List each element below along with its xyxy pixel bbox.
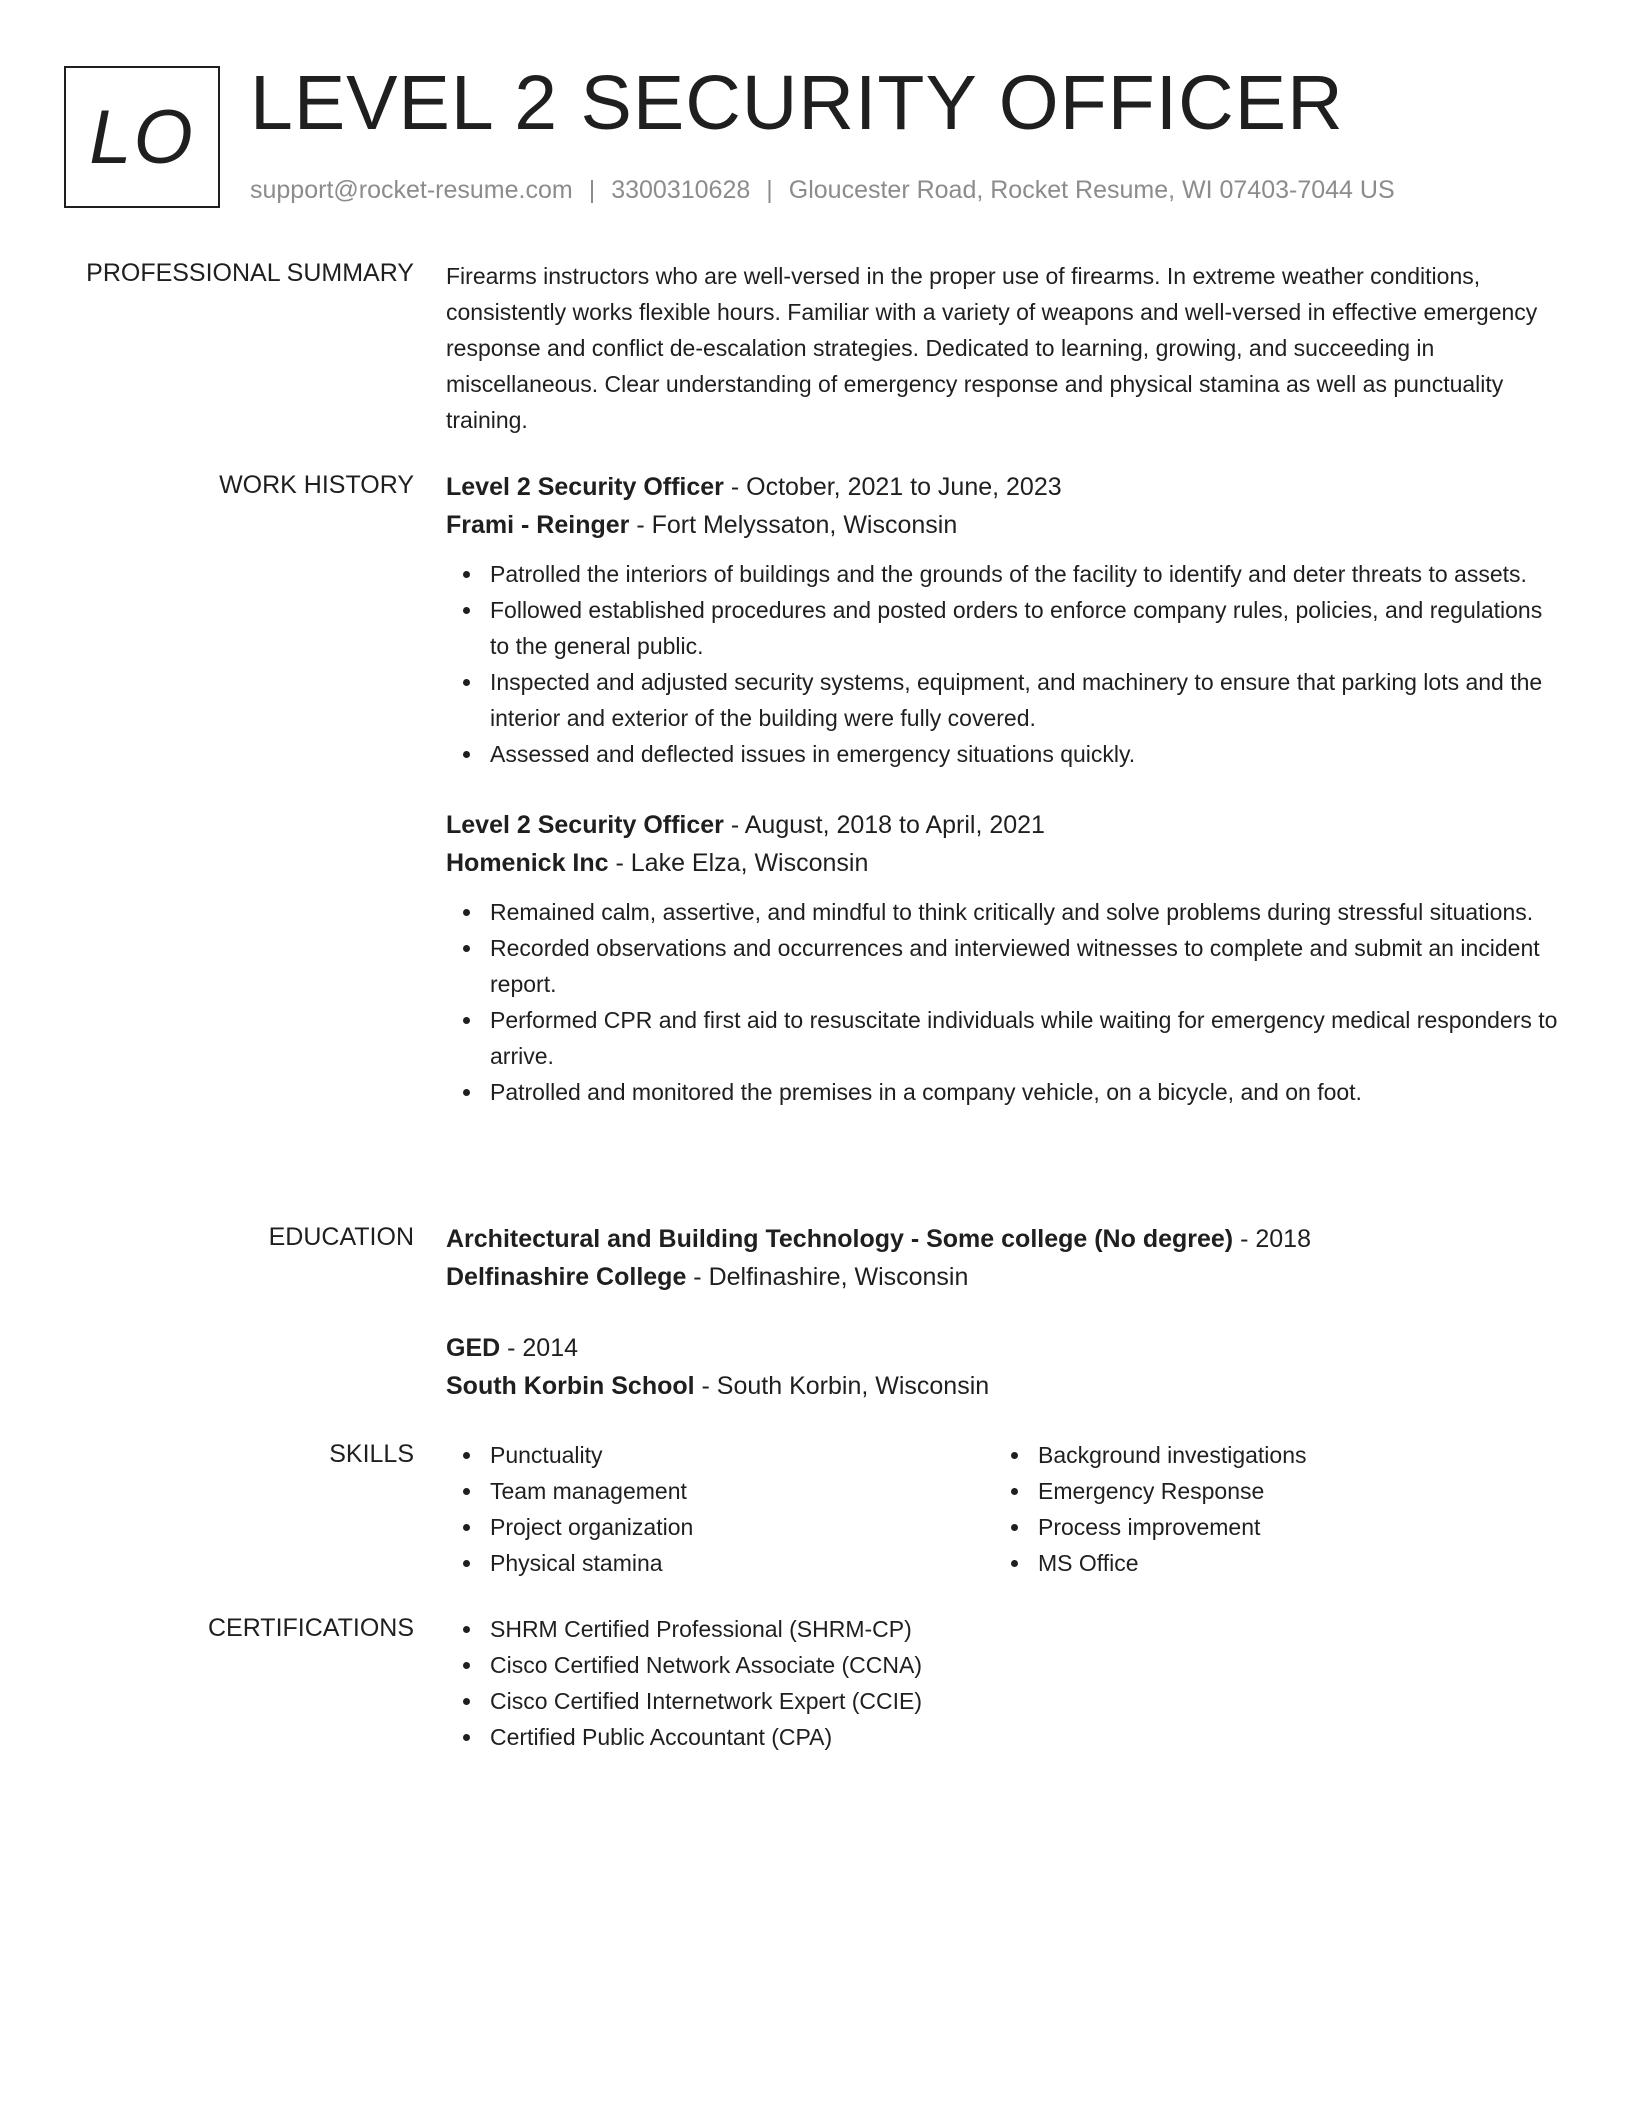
monogram-logo: [64, 66, 220, 208]
skill-item: Team management: [446, 1473, 994, 1509]
education-location: - Delfinashire, Wisconsin: [686, 1263, 969, 1291]
contact-phone[interactable]: 3300310628: [611, 176, 751, 204]
job-bullet: Assessed and deflected issues in emergency situations quickly.: [446, 736, 1562, 772]
education-degree-line: [446, 1329, 1562, 1367]
skill-item: MS Office: [994, 1545, 1542, 1581]
skills-columns: [446, 1437, 1562, 1581]
section-label-education: EDUCATION: [268, 1223, 414, 1251]
job-location: - Fort Melyssaton, Wisconsin: [629, 511, 958, 539]
contact-separator: |: [766, 176, 773, 204]
certification-item: Cisco Certified Internetwork Expert (CCIE): [446, 1683, 1562, 1719]
job-bullet: Remained calm, assertive, and mindful to think critically and solve problems during stressful situations.: [446, 894, 1562, 930]
contact-line: [250, 174, 1395, 206]
education-year: - 2018: [1233, 1225, 1311, 1253]
skill-item: Project organization: [446, 1509, 994, 1545]
job-company-line: [446, 844, 1562, 882]
education-entry: [446, 1329, 1562, 1405]
job-dates: - August, 2018 to April, 2021: [723, 811, 1045, 839]
skill-item: Punctuality: [446, 1437, 994, 1473]
skills-list-left: [446, 1437, 994, 1581]
education-school: Delfinashire College: [446, 1263, 687, 1291]
certification-item: SHRM Certified Professional (SHRM-CP): [446, 1611, 1562, 1647]
contact-separator: |: [588, 176, 596, 204]
monogram-initials: LO: [89, 94, 195, 180]
skill-item: Process improvement: [994, 1509, 1542, 1545]
certifications-list: [446, 1611, 1562, 1755]
job-entry: [446, 806, 1562, 1110]
education-school: South Korbin School: [446, 1372, 695, 1400]
summary-text: Firearms instructors who are well-versed in the proper use of firearms. In extreme weather conditions, consistently works flexible hours. Familiar with a variety of weapons and well-versed in effective emergency response and conflict de-escalation strategies. Dedicated to learning, growing, and succeeding in miscellaneous. Clear understanding of emergency response and physical stamina as well as punctuality training.: [446, 263, 1538, 433]
resume-title: LEVEL 2 SECURITY OFFICER: [250, 60, 1344, 146]
contact-address: Gloucester Road, Rocket Resume, WI 07403-7044 US: [788, 176, 1395, 204]
section-label-skills: SKILLS: [329, 1440, 414, 1468]
education-degree-line: [446, 1220, 1562, 1258]
job-entry: [446, 468, 1562, 772]
education-year: - 2014: [500, 1334, 579, 1362]
job-bullets: [446, 894, 1562, 1110]
job-bullet: Recorded observations and occurrences and interviewed witnesses to complete and submit an incident report.: [446, 930, 1562, 1002]
skill-item: Background investigations: [994, 1437, 1542, 1473]
job-title: Level 2 Security Officer: [446, 811, 724, 839]
skills-list-right: [994, 1437, 1542, 1581]
education-school-line: [446, 1367, 1562, 1405]
job-title: Level 2 Security Officer: [446, 473, 724, 501]
job-bullet: Patrolled the interiors of buildings and the grounds of the facility to identify and deter threats to assets.: [446, 556, 1562, 592]
section-label-summary: PROFESSIONAL SUMMARY: [86, 259, 414, 287]
job-title-line: [446, 806, 1562, 844]
job-title-line: [446, 468, 1562, 506]
job-company-line: [446, 506, 1562, 544]
certification-item: Cisco Certified Network Associate (CCNA): [446, 1647, 1562, 1683]
job-bullets: [446, 556, 1562, 772]
contact-email[interactable]: support@rocket-resume.com: [250, 176, 573, 204]
job-bullet: Performed CPR and first aid to resuscitate individuals while waiting for emergency medical responders to arrive.: [446, 1002, 1562, 1074]
job-company: Frami - Reinger: [446, 511, 630, 539]
job-company: Homenick Inc: [446, 849, 609, 877]
job-location: - Lake Elza, Wisconsin: [608, 849, 869, 877]
job-bullet: Followed established procedures and posted orders to enforce company rules, policies, and regulations to the general public.: [446, 592, 1562, 664]
education-degree: Architectural and Building Technology - Some college (No degree): [446, 1225, 1234, 1253]
certification-item: Certified Public Accountant (CPA): [446, 1719, 1562, 1755]
job-bullet: Patrolled and monitored the premises in a company vehicle, on a bicycle, and on foot.: [446, 1074, 1562, 1110]
skill-item: Emergency Response: [994, 1473, 1542, 1509]
education-location: - South Korbin, Wisconsin: [694, 1372, 990, 1400]
education-entry: [446, 1220, 1562, 1296]
skill-item: Physical stamina: [446, 1545, 994, 1581]
section-label-certifications: CERTIFICATIONS: [207, 1614, 414, 1642]
education-degree: GED: [446, 1334, 501, 1362]
job-dates: - October, 2021 to June, 2023: [723, 473, 1062, 501]
section-label-work-history: WORK HISTORY: [219, 471, 414, 499]
education-school-line: [446, 1258, 1562, 1296]
job-bullet: Inspected and adjusted security systems, equipment, and machinery to ensure that parking lots and the interior and exterior of the building were fully covered.: [446, 664, 1562, 736]
